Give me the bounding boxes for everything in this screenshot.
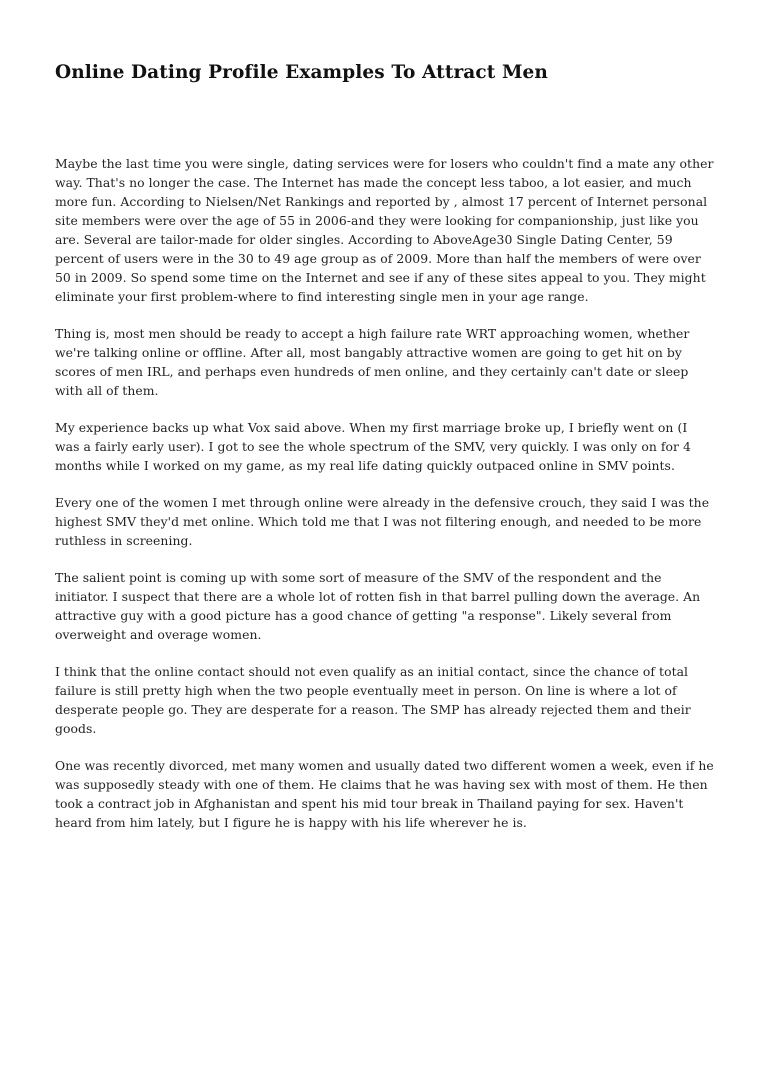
- paragraph: Maybe the last time you were single, dating services were for losers who couldn't find a mate any other way. That's no longer the case. The Internet has made the concept less taboo, a lot easier, and much more fun. According to Nielsen/Net Rankings and reported by , almost 17 percent of Internet personal site members were over the age of 55 in 2006-and they were looking for companionship, just like you are. Several are tailor-made for older singles. According to AboveAge30 Single Dating Center, 59 percent of users were in the 30 to 49 age group as of 2009. More than half the members of were over 50 in 2009. So spend some time on the Internet and see if any of these sites appeal to you. They might eliminate your first problem-where to find interesting single men in your age range.: [55, 156, 714, 304]
- paragraph: Every one of the women I met through online were already in the defensive crouch, they said I was the highest SMV they'd met online. Which told me that I was not filtering enough, and needed to be more ruthless in screening.: [55, 495, 710, 548]
- paragraph: Thing is, most men should be ready to accept a high failure rate WRT approaching women, whether we're talking online or offline. After all, most bangably attractive women are going to get hit on by scores of men IRL, and perhaps even hundreds of men online, and they certainly can't date or sleep with all of them.: [55, 326, 690, 398]
- paragraph: One was recently divorced, met many women and usually dated two different women a week, even if he was supposedly steady with one of them. He claims that he was having sex with most of them. He then took a contract job in Afghanistan and spent his mid tour break in Thailand paying for sex. Haven't heard from him lately, but I figure he is happy with his life wherever he is.: [55, 758, 714, 830]
- document-body: [55, 154, 714, 832]
- paragraph: The salient point is coming up with some sort of measure of the SMV of the respondent and the initiator. I suspect that there are a whole lot of rotten fish in that barrel pulling down the average. An attractive guy with a good picture has a good chance of getting "a response". Likely several from overweight and overage women.: [55, 570, 701, 642]
- paragraph: I think that the online contact should not even qualify as an initial contact, since the chance of total failure is still pretty high when the two people eventually meet in person. On line is where a lot of desperate people go. They are desperate for a reason. The SMP has already rejected them and their goods.: [55, 664, 691, 736]
- page-title: Online Dating Profile Examples To Attract Men: [55, 62, 548, 83]
- paragraph: My experience backs up what Vox said above. When my first marriage broke up, I briefly went on (I was a fairly early user). I got to see the whole spectrum of the SMV, very quickly. I was only on for 4 months while I worked on my game, as my real life dating quickly outpaced online in SMV points.: [55, 420, 691, 473]
